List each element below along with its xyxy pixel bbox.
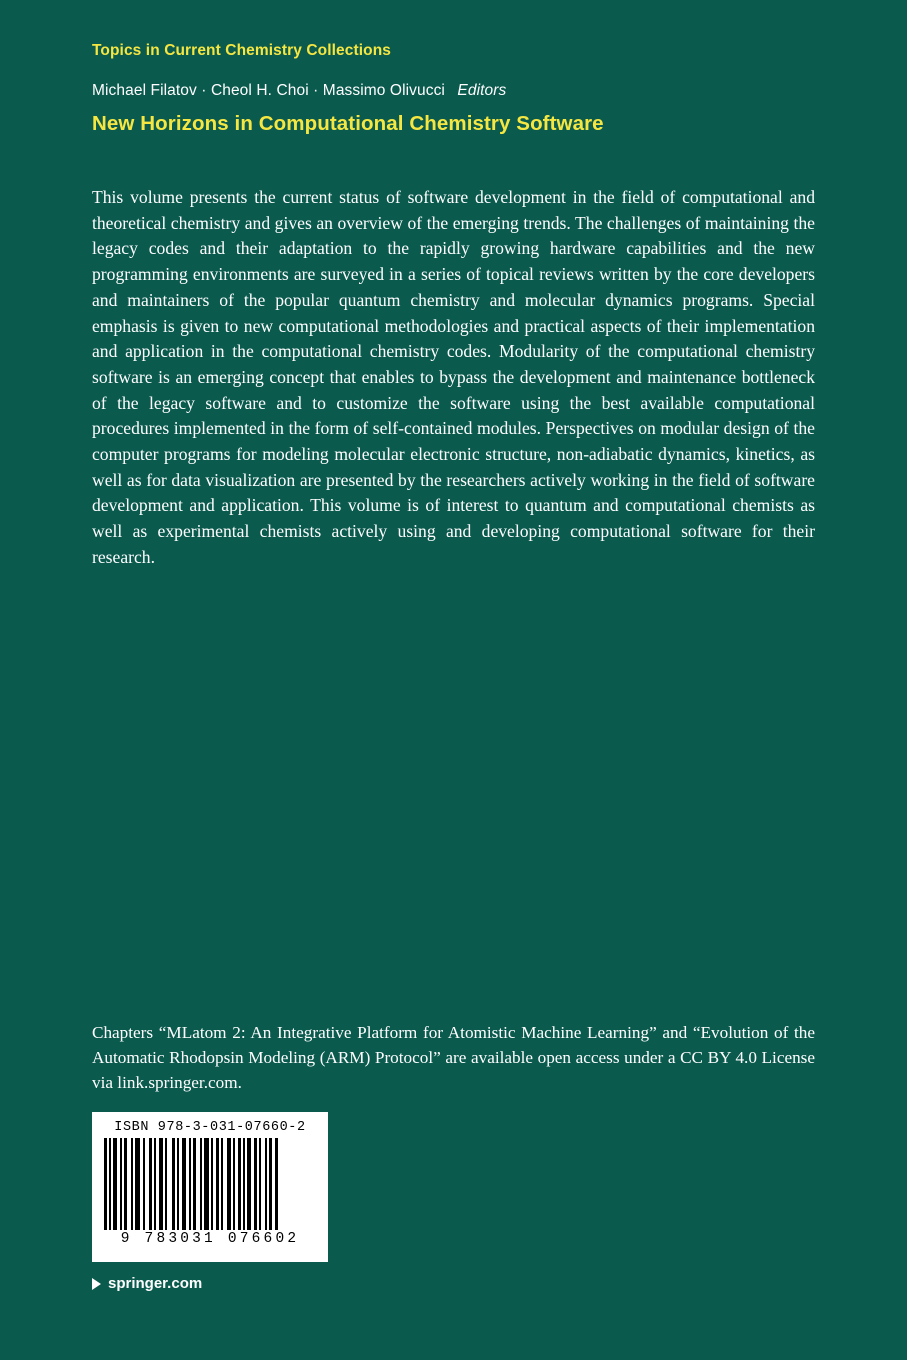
publisher-logo[interactable] (92, 1275, 202, 1292)
editors-names: Michael Filatov · Cheol H. Choi · Massimo Olivucci (92, 82, 445, 99)
series-title: Topics in Current Chemistry Collections (92, 42, 392, 59)
cover-content (92, 0, 815, 1360)
isbn-text: ISBN 978-3-031-07660-2 (114, 1120, 306, 1135)
ean-digits: 9 783031 076602 (120, 1231, 300, 1247)
back-cover-blurb: This volume presents the current status of software development in the field of computational and theoretical chemistry and gives an overview of the emerging trends. The challenges of maintaining the legacy codes and their adaptation to the rapidly growing hardware capabilities and the new programming environments are surveyed in a series of topical reviews written by the core developers and maintainers of the popular quantum chemistry and molecular dynamics programs. Special emphasis is given to new computational methodologies and practical aspects of their implementation and application in the computational chemistry codes. Modularity of the computational chemistry software is an emerging concept that enables to bypass the development and maintenance bottleneck of the legacy software and to customize the software using the best available computational procedures implemented in the form of self-contained modules. Perspectives on modular design of the computer programs for modeling molecular electronic structure, non-adiabatic dynamics, kinetics, as well as for data visualization are presented by the researchers actively working in the field of software development and application. This volume is of interest to quantum and computational chemists as well as experimental chemists actively using and developing computational software for their research. (92, 187, 815, 567)
editors-line (92, 82, 506, 100)
open-access-note: Chapters “MLatom 2: An Integrative Platform for Atomistic Machine Learning” and “Evolution of the Automatic Rhodopsin Modeling (ARM) Protocol” are available open access under a CC BY 4.0 License via link.springer.com. (92, 1023, 815, 1092)
barcode-block (92, 1112, 328, 1262)
barcode-bars-icon (100, 1138, 320, 1230)
play-triangle-icon (92, 1278, 101, 1290)
publisher-label: springer.com (108, 1275, 203, 1292)
editors-role-label: Editors (457, 82, 507, 99)
book-title: New Horizons in Computational Chemistry Software (92, 112, 604, 135)
